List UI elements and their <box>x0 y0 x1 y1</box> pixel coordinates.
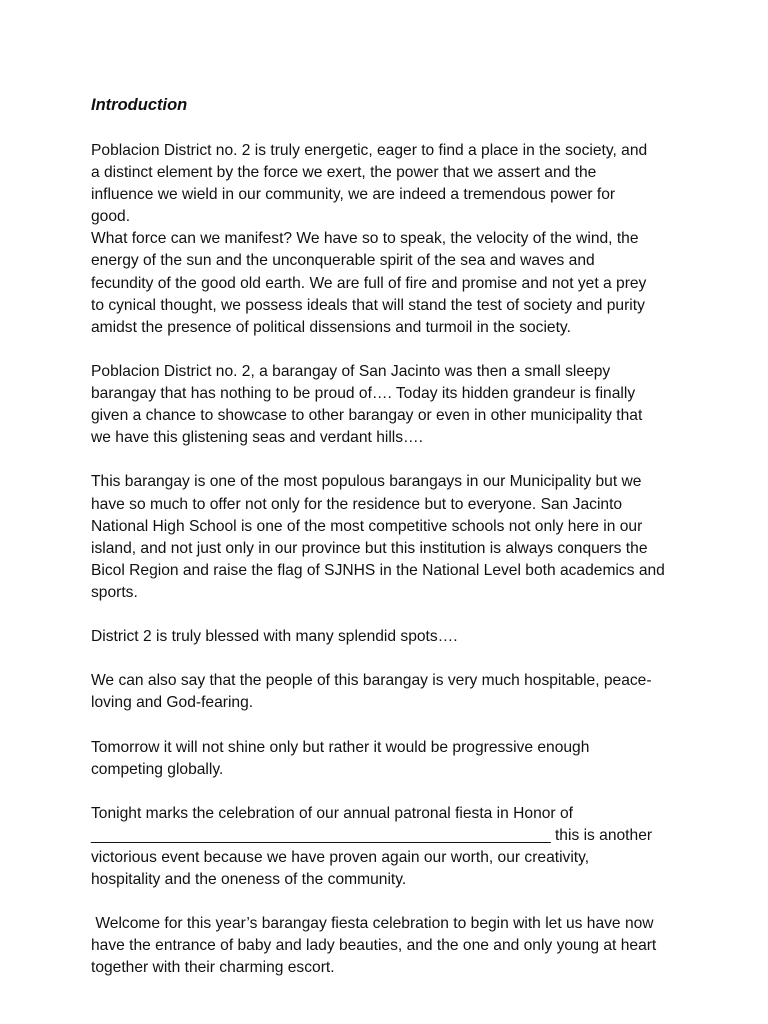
paragraph-line: barangay that has nothing to be proud of…. Today its hidden grandeur is finally <box>91 385 636 403</box>
paragraph-line: loving and God-fearing. <box>91 694 254 712</box>
paragraph-line: What force can we manifest? We have so to speak, the velocity of the wind, the <box>91 230 639 248</box>
paragraph-spacer <box>91 604 691 626</box>
paragraph-tomorrow <box>91 737 691 781</box>
paragraph-line: we have this glistening seas and verdant hills…. <box>91 429 423 447</box>
paragraph-school <box>91 471 691 604</box>
paragraph-line: energy of the sun and the unconquerable spirit of the sea and waves and <box>91 252 595 270</box>
paragraph-line: victorious event because we have proven again our worth, our creativity, <box>91 849 590 866</box>
paragraph-line: fecundity of the good old earth. We are full of fire and promise and not yet a prey <box>91 274 647 292</box>
paragraph-spacer <box>91 449 691 471</box>
paragraph-line: together with their charming escort. <box>91 959 335 977</box>
paragraph-line: Tonight marks the celebration of our annual patronal fiesta in Honor of <box>91 804 573 822</box>
paragraph-people <box>91 670 691 714</box>
paragraph-line: Poblacion District no. 2, a barangay of San Jacinto was then a small sleepy <box>91 362 611 380</box>
paragraph-line: have so much to offer not only for the residence but to everyone. San Jacinto <box>91 495 623 513</box>
paragraph-line: hospitality and the oneness of the community. <box>91 871 407 889</box>
paragraph-line-blank: _____________________________________________________ this is another <box>91 826 653 844</box>
paragraph-line: We can also say that the people of this barangay is very much hospitable, peace- <box>91 672 652 690</box>
paragraph-line: competing globally. <box>91 760 224 778</box>
paragraph-history <box>91 361 691 449</box>
paragraph-line: given a chance to showcase to other barangay or even in other municipality that <box>91 407 643 425</box>
paragraph-line: Bicol Region and raise the flag of SJNHS in the National Level both academics and <box>91 561 665 579</box>
paragraph-line: island, and not just only in our province but this institution is always conquers the <box>91 539 648 557</box>
paragraph-force <box>91 228 691 338</box>
paragraph-spacer <box>91 714 691 736</box>
paragraph-spots <box>91 626 691 648</box>
paragraph-line: District 2 is truly blessed with many splendid spots…. <box>91 628 458 646</box>
paragraph-line: Poblacion District no. 2 is truly energetic, eager to find a place in the society, and <box>91 142 648 159</box>
paragraph-line: Tomorrow it will not shine only but rather it would be progressive enough <box>91 738 590 756</box>
paragraph-line: This barangay is one of the most populous barangays in our Municipality but we <box>91 473 642 491</box>
paragraph-line: good. <box>91 208 131 226</box>
paragraph-line: amidst the presence of political dissensions and turmoil in the society. <box>91 318 571 336</box>
paragraph-spacer <box>91 339 691 361</box>
paragraph-line: influence we wield in our community, we are indeed a tremendous power for <box>91 186 616 204</box>
paragraph-line: to cynical thought, we possess ideals that will stand the test of society and purity <box>91 296 645 314</box>
paragraph-intro <box>91 140 691 228</box>
paragraph-line: have the entrance of baby and lady beauties, and the one and only young at heart <box>91 937 657 955</box>
paragraph-welcome <box>91 913 691 979</box>
document-page <box>91 94 691 980</box>
paragraph-line: Welcome for this year’s barangay fiesta celebration to begin with let us have now <box>91 915 654 933</box>
paragraph-line: a distinct element by the force we exert, the power that we assert and the <box>91 164 597 182</box>
paragraph-spacer <box>91 891 691 913</box>
paragraph-line: sports. <box>91 583 138 601</box>
document-title: Introduction <box>91 96 188 114</box>
paragraph-spacer <box>91 781 691 803</box>
paragraph-line: National High School is one of the most competitive schools not only here in our <box>91 517 643 535</box>
paragraph-celebration <box>91 803 691 891</box>
paragraph-spacer <box>91 648 691 670</box>
